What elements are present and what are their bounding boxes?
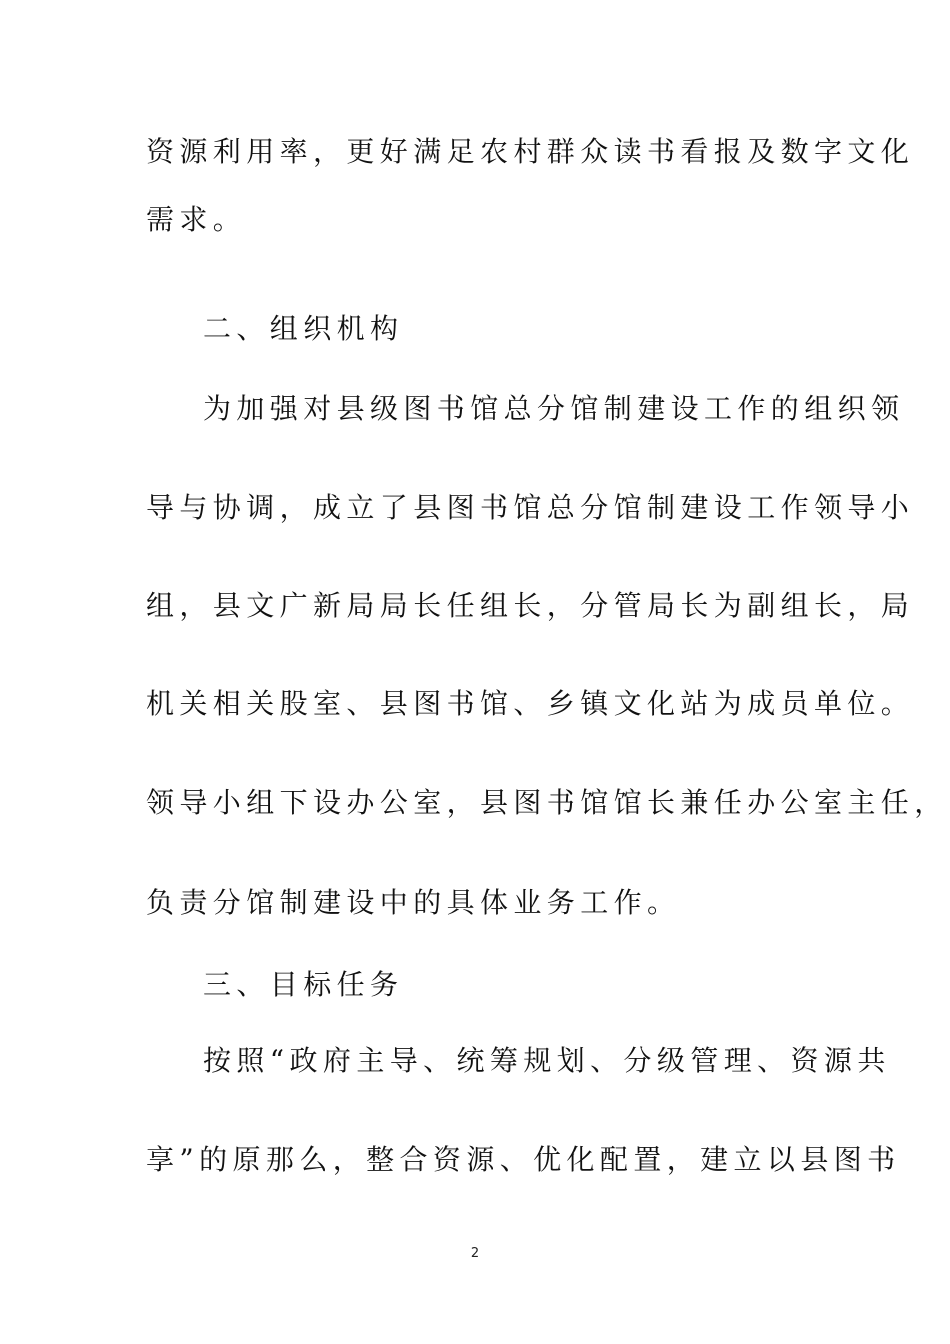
body-text-line: 负责分馆制建设中的具体业务工作。 xyxy=(146,886,681,919)
page-number: 2 xyxy=(470,1246,480,1261)
body-text-line: 享”的原那么，整合资源、优化配置，建立以县图书 xyxy=(146,1143,901,1176)
section-heading-organization: 二、组织机构 xyxy=(203,312,404,345)
body-text-line: 机关相关股室、县图书馆、乡镇文化站为成员单位。 xyxy=(146,687,915,720)
body-text-line: 资源利用率，更好满足农村群众读书看报及数字文化 xyxy=(146,135,915,168)
section-heading-objectives: 三、目标任务 xyxy=(203,968,404,1001)
body-text-line: 组，县文广新局局长任组长，分管局长为副组长，局 xyxy=(146,589,915,622)
body-text-line: 为加强对县级图书馆总分馆制建设工作的组织领 xyxy=(203,392,905,425)
body-text-line: 领导小组下设办公室，县图书馆馆长兼任办公室主任， xyxy=(146,786,948,819)
body-text-line: 按照“政府主导、统筹规划、分级管理、资源共 xyxy=(203,1044,891,1077)
body-text-line: 导与协调，成立了县图书馆总分馆制建设工作领导小 xyxy=(146,491,915,524)
body-text-line: 需求。 xyxy=(146,203,247,236)
